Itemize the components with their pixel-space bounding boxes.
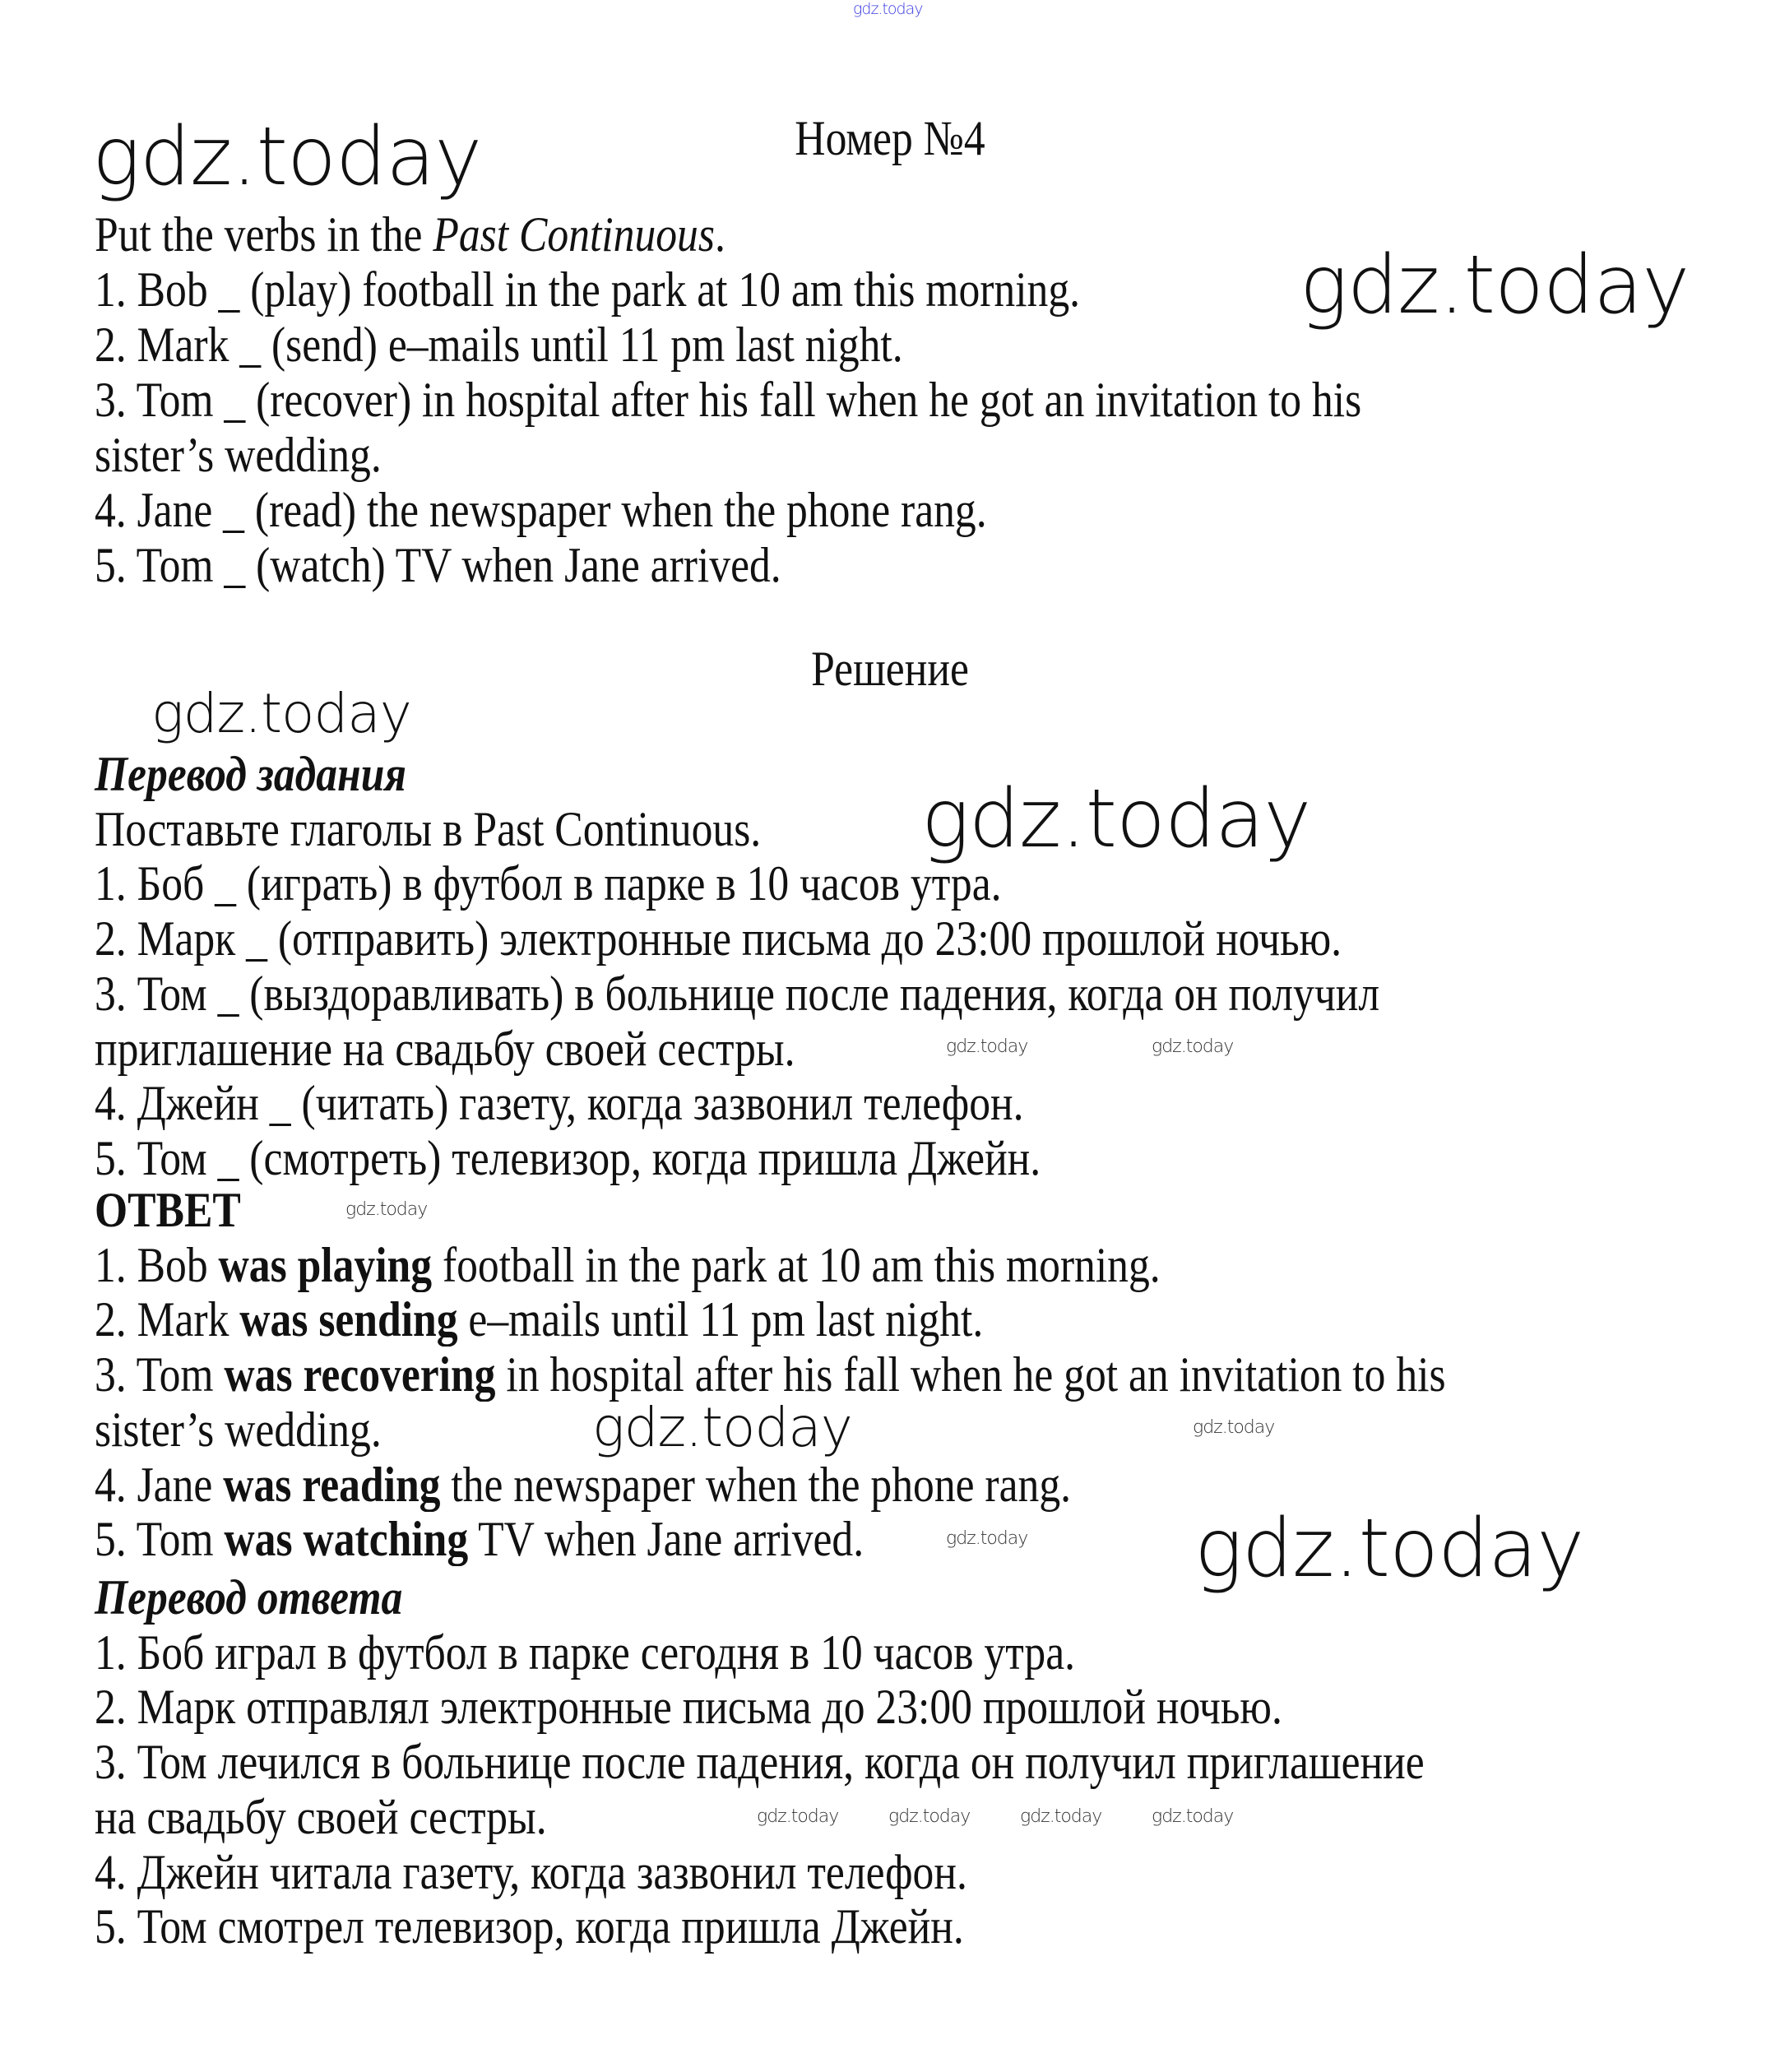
text-segment: 4. Джейн читала газету, когда зазвонил телефон. — [95, 1844, 967, 1899]
text-segment: e–mails until 11 pm last night. — [457, 1292, 984, 1347]
text-line — [95, 911, 1342, 966]
text-line — [95, 1845, 967, 1899]
text-line — [95, 1790, 547, 1844]
watermark: gdz.today — [1193, 1417, 1275, 1438]
text-line — [95, 1076, 1024, 1130]
emphasized-text: was watching — [224, 1512, 469, 1567]
emphasized-text: ОТВЕТ — [95, 1183, 241, 1237]
emphasized-text: Past Continuous — [433, 207, 715, 262]
emphasized-text: was reading — [223, 1457, 441, 1512]
text-segment: 4. Джейн _ (читать) газету, когда зазвонил телефон. — [95, 1076, 1024, 1131]
text-segment: TV when Jane arrived. — [468, 1512, 865, 1567]
text-segment: 3. Tom — [95, 1347, 225, 1402]
text-segment: . — [714, 207, 725, 262]
text-line — [95, 538, 781, 592]
watermark: gdz.today — [921, 772, 1311, 866]
watermark: gdz.today — [1300, 239, 1690, 332]
text-segment: 5. Том смотрел телевизор, когда пришла Джейн. — [95, 1899, 964, 1954]
emphasized-text: was recovering — [224, 1347, 496, 1402]
watermark: gdz.today — [1152, 1036, 1234, 1057]
text-segment: Put the verbs in the — [95, 207, 433, 262]
watermark: gdz.today — [592, 1396, 852, 1459]
text-segment: 2. Mark _ (send) e–mails until 11 pm last night. — [95, 318, 903, 372]
page-title: Номер №4 — [795, 111, 985, 165]
watermark: gdz.today — [946, 1036, 1028, 1057]
text-segment: sister’s wedding. — [95, 1402, 382, 1457]
text-segment: 5. Tom — [95, 1512, 225, 1567]
text-segment: 2. Марк _ (отправить) электронные письма до 23:00 прошлой ночью. — [95, 911, 1342, 966]
emphasized-text: Перевод задания — [95, 747, 406, 801]
text-segment: 3. Tom _ (recover) in hospital after his fall when he got an invitation to his — [95, 373, 1362, 427]
watermark: gdz.today — [853, 0, 923, 18]
watermark: gdz.today — [888, 1806, 971, 1827]
text-segment: 3. Том _ (выздоравливать) в больнице после падения, когда он получил — [95, 966, 1380, 1021]
text-segment: на свадьбу своей сестры. — [95, 1789, 547, 1844]
text-segment: 4. Jane — [95, 1457, 224, 1512]
watermark: gdz.today — [1194, 1502, 1584, 1596]
watermark: gdz.today — [345, 1199, 428, 1220]
text-line — [95, 1183, 241, 1237]
text-line — [95, 1512, 864, 1566]
text-line — [95, 1402, 382, 1457]
text-line — [95, 802, 761, 856]
text-segment: the newspaper when the phone rang. — [440, 1457, 1072, 1512]
text-line — [95, 747, 406, 801]
text-segment: 3. Том лечился в больнице после падения, когда он получил приглашение — [95, 1735, 1425, 1790]
text-segment: 1. Боб _ (играть) в футбол в парке в 10 часов утра. — [95, 856, 1002, 911]
text-line — [95, 1131, 1041, 1185]
text-segment: 1. Bob — [95, 1237, 219, 1292]
watermark: gdz.today — [757, 1806, 839, 1827]
text-segment: football in the park at 10 am this morning. — [432, 1237, 1161, 1292]
text-line — [95, 966, 1379, 1021]
text-line — [95, 373, 1361, 427]
text-line — [95, 1347, 1446, 1402]
watermark: gdz.today — [1020, 1806, 1102, 1827]
text-line — [95, 1238, 1161, 1292]
watermark: gdz.today — [946, 1528, 1028, 1549]
watermark: gdz.today — [151, 682, 411, 745]
text-segment: sister’s wedding. — [95, 428, 382, 482]
text-segment: in hospital after his fall when he got an invitation to his — [495, 1347, 1446, 1402]
text-line — [95, 1570, 402, 1625]
text-line — [95, 318, 903, 372]
text-line — [95, 1292, 983, 1347]
text-segment: 5. Tom _ (watch) TV when Jane arrived. — [95, 538, 781, 592]
text-segment: приглашение на свадьбу своей сестры. — [95, 1021, 795, 1076]
text-line — [95, 1899, 964, 1954]
text-line — [95, 1735, 1425, 1789]
text-line — [95, 856, 1002, 911]
text-segment: 4. Jane _ (read) the newspaper when the phone rang. — [95, 483, 987, 537]
text-segment: 2. Mark — [95, 1292, 240, 1347]
emphasized-text: Перевод ответа — [95, 1570, 403, 1625]
text-line — [95, 428, 382, 482]
emphasized-text: was playing — [218, 1237, 433, 1292]
text-line — [95, 483, 987, 537]
text-segment: 2. Марк отправлял электронные письма до 23:00 прошлой ночью. — [95, 1680, 1282, 1735]
text-line — [95, 262, 1080, 317]
text-line — [95, 1458, 1071, 1512]
text-line — [95, 1680, 1282, 1734]
text-segment: 1. Bob _ (play) football in the park at 10 am this morning. — [95, 262, 1081, 317]
text-segment: 1. Боб играл в футбол в парке сегодня в 10 часов утра. — [95, 1625, 1076, 1680]
text-line — [95, 1022, 795, 1076]
emphasized-text: was sending — [239, 1292, 458, 1347]
text-segment: 5. Том _ (смотреть) телевизор, когда пришла Джейн. — [95, 1130, 1041, 1185]
solution-heading: Решение — [811, 642, 969, 696]
text-segment: Поставьте глаголы в Past Continuous. — [95, 801, 762, 856]
watermark: gdz.today — [92, 110, 482, 204]
text-line — [95, 1625, 1075, 1680]
watermark: gdz.today — [1152, 1806, 1234, 1827]
text-line — [95, 207, 725, 262]
